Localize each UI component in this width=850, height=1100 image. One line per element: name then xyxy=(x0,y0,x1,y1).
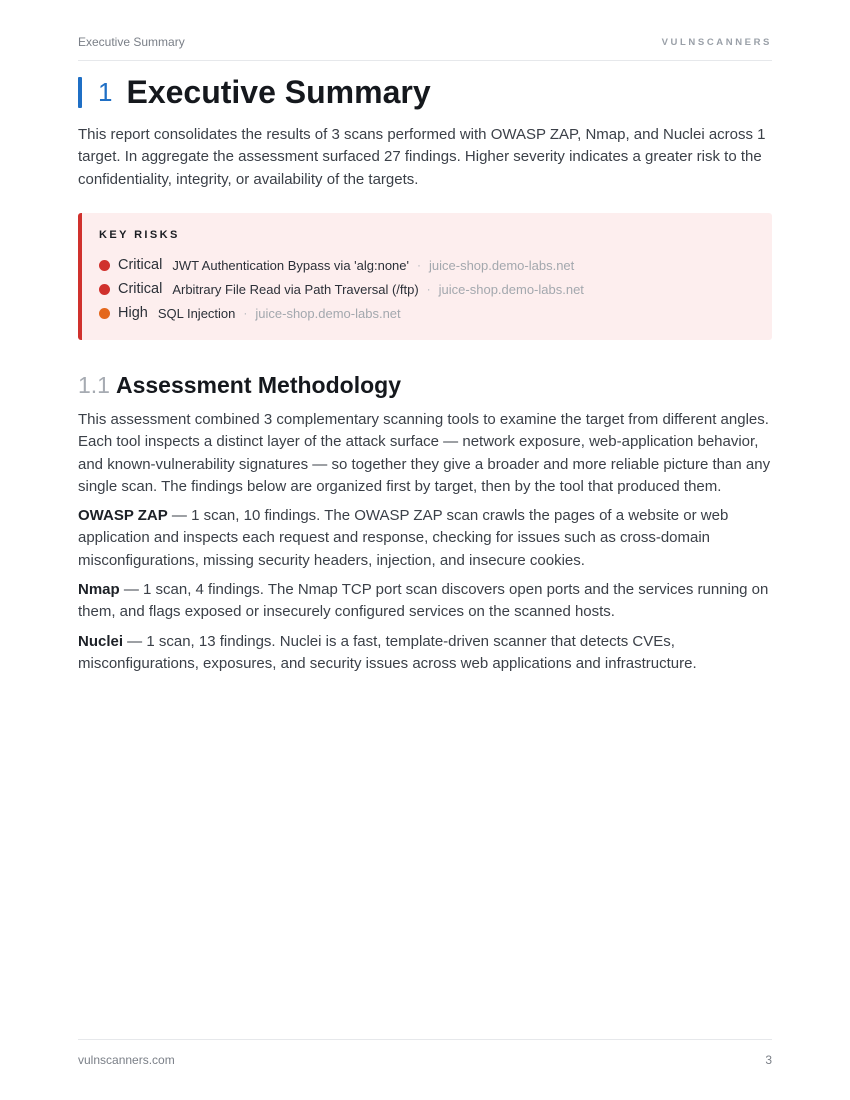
subsection-heading xyxy=(78,372,401,404)
tool-name: OWASP ZAP xyxy=(78,507,168,524)
risk-target: juice-shop.demo-labs.net xyxy=(429,257,575,273)
key-risks-list xyxy=(99,253,584,325)
tool-description-nuclei xyxy=(78,631,772,676)
risk-target: juice-shop.demo-labs.net xyxy=(438,281,584,297)
header-brand: VULNSCANNERS xyxy=(661,36,772,48)
risk-name: JWT Authentication Bypass via 'alg:none' xyxy=(172,257,410,273)
severity-dot-icon xyxy=(99,284,110,295)
heading-accent-bar xyxy=(78,77,82,108)
tool-summary: — 1 scan, 4 findings. The Nmap TCP port scan discovers open ports and the services running on them, and flags exposed or insecurely configured services on the scanned hosts. xyxy=(78,581,769,621)
key-risks-title: KEY RISKS xyxy=(99,229,180,241)
running-header xyxy=(78,33,772,51)
risk-item xyxy=(99,301,584,325)
risk-severity: High xyxy=(118,305,148,321)
page-number: 3 xyxy=(765,1053,772,1067)
header-divider xyxy=(78,60,772,61)
tool-name: Nmap xyxy=(78,581,120,598)
report-page xyxy=(78,0,772,1100)
footer-divider xyxy=(78,1039,772,1040)
risk-name: SQL Injection xyxy=(157,305,236,321)
tool-name: Nuclei xyxy=(78,633,124,650)
severity-dot-icon xyxy=(99,308,110,319)
subsection-number: 1.1 xyxy=(78,372,110,398)
subsection-title: Assessment Methodology xyxy=(115,372,401,398)
tool-description-nmap xyxy=(78,579,772,624)
tool-summary: — 1 scan, 13 findings. Nuclei is a fast, template-driven scanner that detects CVEs, misconfigurations, exposures, and security issues across web applications and infrastructure. xyxy=(78,633,697,673)
page-title: Executive Summary xyxy=(126,73,431,110)
risk-separator: · xyxy=(426,282,431,296)
risk-severity: Critical xyxy=(118,257,163,273)
section-number: 1 xyxy=(98,76,113,107)
risk-target: juice-shop.demo-labs.net xyxy=(255,305,401,321)
risk-separator: · xyxy=(243,306,248,320)
page-footer xyxy=(78,1051,772,1069)
tool-description-zap xyxy=(78,505,772,572)
risk-separator: · xyxy=(417,258,422,272)
header-section-label: Executive Summary xyxy=(78,35,185,49)
intro-paragraph: This report consolidates the results of 3 scans performed with OWASP ZAP, Nmap, and Nuclei across 1 target. In aggregate the assessment surfaced 27 findings. Higher severity indicates a greater risk to the confidentiality, integrity, or availability of the targets. xyxy=(78,126,766,188)
section-heading xyxy=(78,72,431,112)
methodology-paragraph: This assessment combined 3 complementary scanning tools to examine the target from different angles. Each tool inspects a distinct layer of the attack surface — network exposure, web-application behavior, and known-vulnerability signatures — so together they give a broader and more reliable picture than any single scan. The findings below are organized first by target, then by the tool that produced them. xyxy=(78,411,771,495)
tool-summary: — 1 scan, 10 findings. The OWASP ZAP scan crawls the pages of a website or web application and inspects each request and response, checking for issues such as cross-domain misconfigurations, missing security headers, injection, and insecure cookies. xyxy=(78,507,729,569)
risk-severity: Critical xyxy=(118,281,163,297)
risk-item xyxy=(99,277,584,301)
risk-item xyxy=(99,253,584,277)
footer-site: vulnscanners.com xyxy=(78,1053,175,1067)
key-risks-callout xyxy=(78,213,772,340)
risk-name: Arbitrary File Read via Path Traversal (/ftp) xyxy=(172,281,419,297)
severity-dot-icon xyxy=(99,260,110,271)
